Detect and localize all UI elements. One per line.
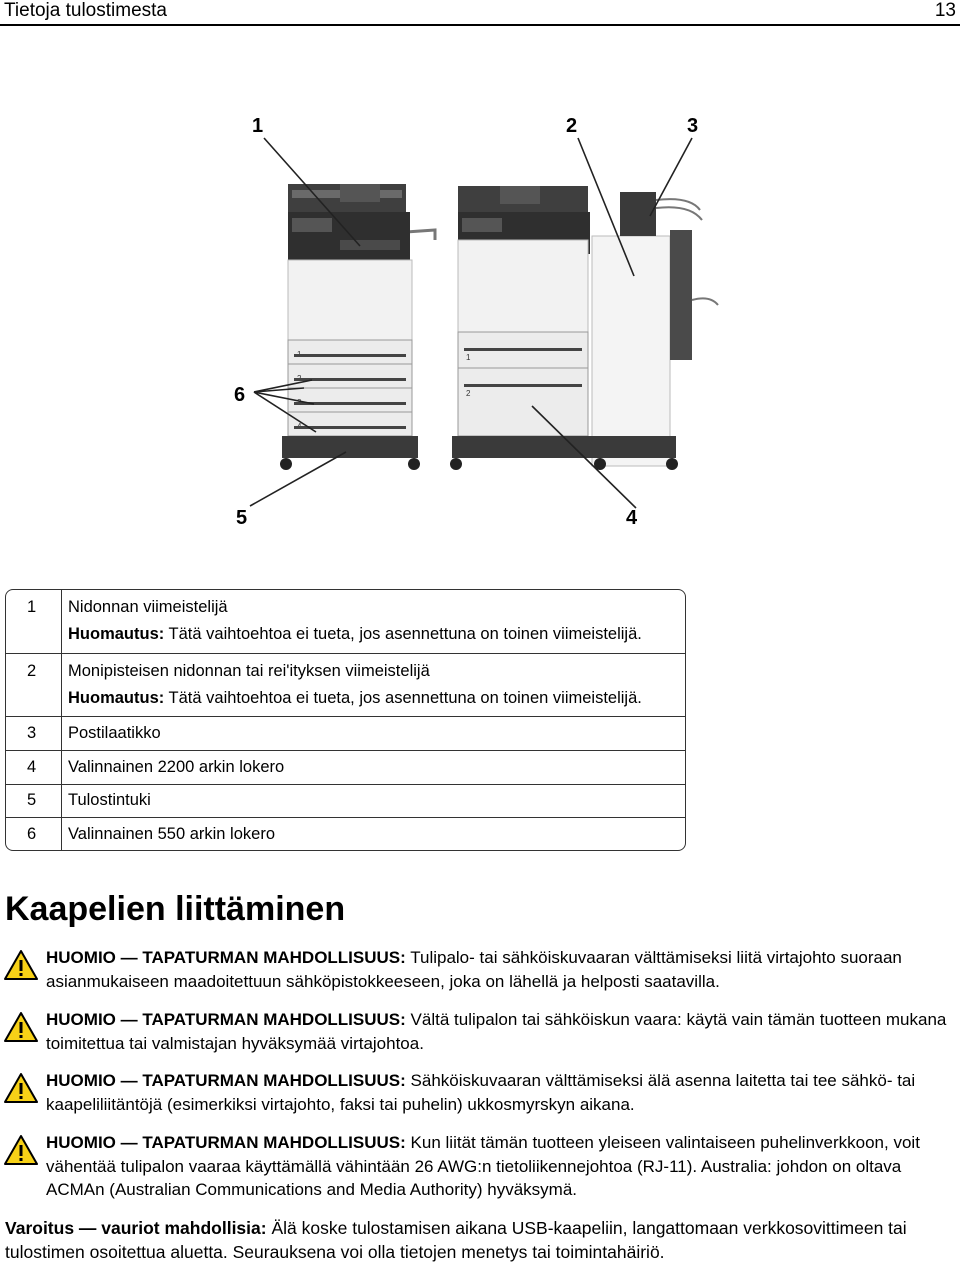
damage-notice-label: Varoitus — vauriot mahdollisia:: [5, 1218, 267, 1238]
legend-text: Tulostintuki: [68, 791, 151, 809]
note-label: Huomautus:: [68, 625, 165, 643]
callout-6: 6: [234, 384, 246, 406]
warning-text: HUOMIO — TAPATURMAN MAHDOLLISUUS: Tulipalo- tai sähköiskuvaaran välttämiseksi liitä virtajohto suoraan asianmukaiseen maadoitettuun sähköpistokkeeseen, joka on lähellä ja helposti saatavilla.: [46, 948, 902, 991]
svg-text:2: 2: [466, 389, 471, 398]
note-text: Tätä vaihtoehtoa ei tueta, jos asennettuna on toinen viimeistelijä.: [168, 689, 642, 707]
header-title: Tietoja tulostimesta: [4, 0, 167, 21]
legend-number: 4: [27, 758, 37, 776]
warning-block: [4, 1131, 954, 1203]
warning-icon: [4, 949, 38, 981]
row-divider: [6, 653, 685, 654]
left-printer: [280, 184, 435, 470]
legend-text: Monipisteisen nidonnan tai rei'ityksen viimeistelijä: [68, 662, 430, 680]
legend-text: Nidonnan viimeistelijä: [68, 598, 228, 616]
legend-number: 1: [27, 598, 37, 616]
warning-icon: [4, 1072, 38, 1104]
right-printer: [450, 186, 718, 470]
warning-label: HUOMIO — TAPATURMAN MAHDOLLISUUS:: [46, 1010, 406, 1029]
legend-number: 2: [27, 662, 37, 680]
row-divider: [6, 784, 685, 785]
row-divider: [6, 716, 685, 717]
header-divider: [0, 24, 960, 26]
printer-illustration: [220, 100, 720, 540]
row-divider: [6, 750, 685, 751]
warning-icon: [4, 1134, 38, 1166]
callout-3: 3: [687, 115, 699, 137]
row-divider: [6, 817, 685, 818]
warning-block: [4, 1008, 954, 1056]
damage-notice: [5, 1216, 955, 1264]
legend-text: Valinnainen 550 arkin lokero: [68, 825, 275, 843]
callout-4: 4: [626, 507, 638, 529]
damage-notice-text: Älä koske tulostamisen aikana USB-kaapeliin, langattomaan verkkosovittimeen tai tulostimen osoitettua aluetta. Seurauksena voi olla tietojen menetys tai toimintahäiriö.: [5, 1218, 907, 1262]
legend-text: Valinnainen 2200 arkin lokero: [68, 758, 285, 776]
callout-5: 5: [236, 507, 248, 529]
warning-icon: [4, 1011, 38, 1043]
section-title: Kaapelien liittäminen: [5, 890, 346, 928]
legend-text: Postilaatikko: [68, 724, 161, 742]
legend-number: 5: [27, 791, 37, 809]
legend-column-divider: [61, 590, 62, 850]
warning-label: HUOMIO — TAPATURMAN MAHDOLLISUUS:: [46, 1071, 406, 1090]
warning-block: [4, 946, 954, 994]
warning-label: HUOMIO — TAPATURMAN MAHDOLLISUUS:: [46, 1133, 406, 1152]
callout-2: 2: [566, 115, 578, 137]
warning-label: HUOMIO — TAPATURMAN MAHDOLLISUUS:: [46, 948, 406, 967]
printer-drawing: [220, 100, 720, 540]
callout-1: 1: [252, 115, 264, 137]
legend-number: 3: [27, 724, 37, 742]
note-text: Tätä vaihtoehtoa ei tueta, jos asennettuna on toinen viimeistelijä.: [168, 625, 642, 643]
warning-block: [4, 1069, 954, 1117]
warning-text: HUOMIO — TAPATURMAN MAHDOLLISUUS: Kun liität tämän tuotteen yleiseen valintaiseen puhelinverkkoon, voit vähentää tulipalon vaaraa käyttämällä vähintään 26 AWG:n tietoliikennejohtoa (RJ-11). Australia: johdon on oltava ACMAn (Australian Communications and Media Authority) hyväksymä.: [46, 1133, 920, 1199]
svg-text:1: 1: [466, 353, 471, 362]
page-number: 13: [934, 0, 956, 21]
legend-table: [5, 589, 686, 851]
warning-text: HUOMIO — TAPATURMAN MAHDOLLISUUS: Vältä tulipalon tai sähköiskun vaara: käytä vain tämän tuotteen mukana toimitettua tai valmistajan hyväksymää virtajohtoa.: [46, 1010, 947, 1053]
legend-number: 6: [27, 825, 37, 843]
note-label: Huomautus:: [68, 689, 165, 707]
page-header: [0, 0, 960, 24]
warning-text: HUOMIO — TAPATURMAN MAHDOLLISUUS: Sähköiskuvaaran välttämiseksi älä asenna laitetta tai tee sähkö- tai kaapeliliitäntöjä (esimerkiksi virtajohto, faksi tai puhelin) ukkosmyrskyn aikana.: [46, 1071, 916, 1114]
